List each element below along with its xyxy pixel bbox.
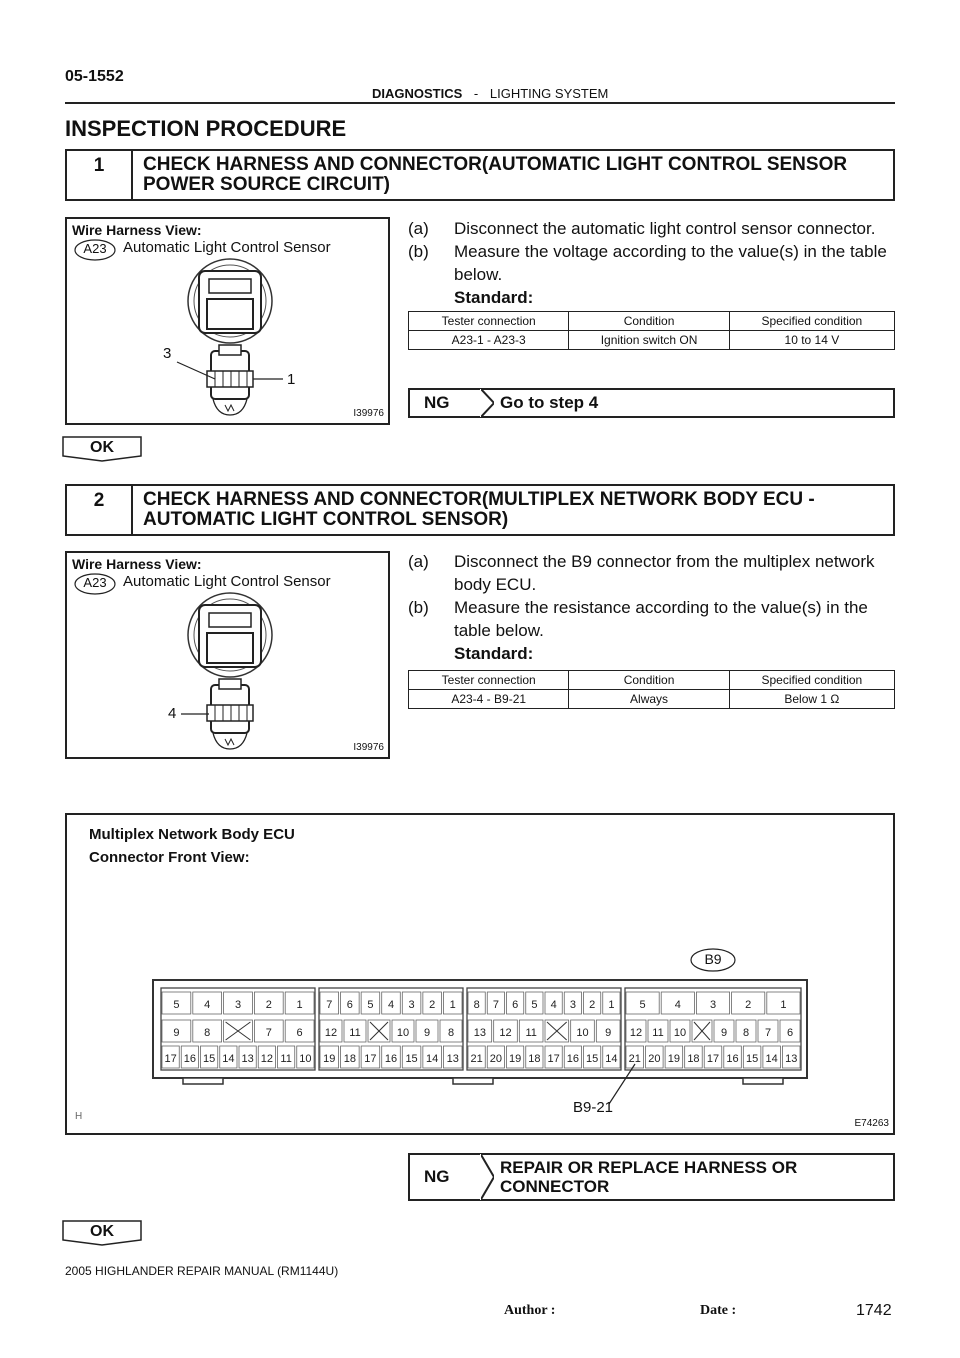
ecu-pin-number: 10 xyxy=(673,1027,687,1039)
ecu-pin-number: 15 xyxy=(203,1053,216,1065)
step1-component-label: Automatic Light Control Sensor xyxy=(123,239,331,256)
ecu-pin-number: 19 xyxy=(667,1053,681,1065)
step2-ok-label: OK xyxy=(90,1223,114,1240)
ecu-pin-number: 6 xyxy=(786,1027,794,1039)
ecu-pin-number: 1 xyxy=(780,999,787,1011)
step2-item-b-label: (b) xyxy=(408,598,429,617)
step2-ng-text xyxy=(480,1153,895,1201)
ecu-pin-number: 13 xyxy=(446,1053,459,1065)
step2-component-label: Automatic Light Control Sensor xyxy=(123,573,331,590)
ecu-pin-number: 9 xyxy=(173,1027,180,1039)
step2-ng-text-line2: CONNECTOR xyxy=(500,1177,610,1196)
page-title: INSPECTION PROCEDURE xyxy=(65,116,347,141)
step1-ng-label: NG xyxy=(424,393,450,412)
ecu-pin-number: 4 xyxy=(550,999,557,1011)
ecu-pin-number: 5 xyxy=(173,999,180,1011)
step2-item-a-text2: body ECU. xyxy=(454,575,537,594)
step1-title xyxy=(133,151,893,199)
table-header-row xyxy=(409,671,895,690)
step1-standard-label: Standard: xyxy=(454,288,534,307)
step2-ng-result xyxy=(408,1153,895,1201)
step2-item-a-text: Disconnect the B9 connector from the multiplex network xyxy=(454,552,875,571)
step2-ng-label: NG xyxy=(424,1167,450,1186)
ecu-pin-number: 17 xyxy=(706,1053,720,1065)
ecu-pin-number: 19 xyxy=(323,1053,336,1065)
step1-item-b-text: Measure the voltage according to the value(s) in the table xyxy=(454,242,887,261)
ecu-pin-number: 3 xyxy=(569,999,576,1011)
step2-title xyxy=(133,486,893,534)
step2-connector-code: A23 xyxy=(83,575,107,590)
table-cell: Below 1 Ω xyxy=(729,690,894,709)
ecu-pin-number: 9 xyxy=(423,1027,431,1039)
ecu-pin-number: 14 xyxy=(605,1053,618,1065)
ecu-pin-number: 4 xyxy=(674,999,681,1011)
ecu-pin-number: 1 xyxy=(608,999,615,1011)
step1-header xyxy=(65,149,895,201)
ecu-pin-number: 12 xyxy=(499,1027,512,1039)
ecu-pin-number: 12 xyxy=(260,1053,273,1065)
table-cell: Ignition switch ON xyxy=(569,331,729,350)
ecu-pin-number: 10 xyxy=(576,1027,589,1039)
table-cell: A23-4 - B9-21 xyxy=(409,690,569,709)
table-header-cell: Specified condition xyxy=(729,312,894,331)
step1-ok-marker xyxy=(62,436,140,460)
step2-standard-label: Standard: xyxy=(454,644,534,663)
table-header-cell: Condition xyxy=(569,671,729,690)
header-section-name: DIAGNOSTICS xyxy=(372,86,463,101)
step1-ng-arrow xyxy=(480,388,494,418)
ecu-pin-number: 14 xyxy=(765,1053,778,1065)
header-section xyxy=(372,86,608,101)
step2-pin: 4 xyxy=(168,705,177,722)
ecu-figure-id: E74263 xyxy=(854,1118,889,1129)
ecu-pin-number: 6 xyxy=(346,999,353,1011)
ecu-pin-number: 5 xyxy=(531,999,538,1011)
ecu-pin-number: 8 xyxy=(742,1027,750,1039)
ecu-pin-number: 12 xyxy=(629,1027,643,1039)
ecu-pin-number: 10 xyxy=(396,1027,410,1039)
ecu-pin-number: 18 xyxy=(687,1053,700,1065)
ecu-connector-drawing xyxy=(67,815,893,1133)
table-header-cell: Tester connection xyxy=(409,671,569,690)
table-header-cell: Condition xyxy=(569,312,729,331)
ecu-pin-number: 9 xyxy=(720,1027,728,1039)
ecu-pin-number: 8 xyxy=(204,1027,211,1039)
ecu-pin-number: 13 xyxy=(241,1053,254,1065)
step2-sensor-drawing xyxy=(67,553,388,757)
ecu-pin-number: 2 xyxy=(589,999,596,1011)
ecu-pin-number: 7 xyxy=(492,999,499,1011)
ecu-pin-number: 11 xyxy=(280,1053,292,1065)
footer-manual: 2005 HIGHLANDER REPAIR MANUAL (RM1144U) xyxy=(65,1264,339,1278)
ecu-pin-number: 1 xyxy=(449,999,456,1011)
ecu-pin-number: 14 xyxy=(222,1053,235,1065)
ecu-latch xyxy=(453,1078,493,1084)
ecu-pin-number: 16 xyxy=(726,1053,739,1065)
ecu-pin-number: 8 xyxy=(473,999,480,1011)
table-cell: Always xyxy=(569,690,729,709)
step1-item-a-label: (a) xyxy=(408,219,429,238)
ecu-title-line2: Connector Front View: xyxy=(89,849,250,866)
step2-figure-id: I39976 xyxy=(353,742,384,753)
table-row xyxy=(409,690,895,709)
step1-title-line1: CHECK HARNESS AND CONNECTOR(AUTOMATIC LIGHT CONTROL SENSOR xyxy=(143,154,848,175)
table-header-row xyxy=(409,312,895,331)
step1-item-b-text2: below. xyxy=(454,265,503,284)
ecu-pin-number: 10 xyxy=(299,1053,312,1065)
step1-sensor-drawing xyxy=(67,219,388,423)
ecu-title-line1: Multiplex Network Body ECU xyxy=(89,826,295,843)
step1-connector-code: A23 xyxy=(83,241,107,256)
ecu-pin-number: 13 xyxy=(785,1053,798,1065)
ecu-pin-number: 5 xyxy=(367,999,374,1011)
ecu-pin-number: 11 xyxy=(652,1027,664,1039)
table-cell: 10 to 14 V xyxy=(729,331,894,350)
step2-view-label: Wire Harness View: xyxy=(72,556,202,572)
footer-date: Date : xyxy=(700,1303,737,1318)
ecu-pin-number: 18 xyxy=(528,1053,541,1065)
step2-header xyxy=(65,484,895,536)
step2-title-line2: AUTOMATIC LIGHT CONTROL SENSOR) xyxy=(143,509,509,530)
step1-instructions xyxy=(408,217,896,307)
footer-page-number: 1742 xyxy=(856,1302,892,1319)
ecu-pin-number: 2 xyxy=(745,999,752,1011)
step2-instructions xyxy=(408,550,896,670)
ecu-pin-number: 11 xyxy=(349,1027,361,1039)
ecu-connector-code: B9 xyxy=(704,951,722,967)
step2-title-line1: CHECK HARNESS AND CONNECTOR(MULTIPLEX NETWORK BODY ECU - xyxy=(143,489,815,510)
ecu-pin-number: 6 xyxy=(296,1027,303,1039)
ecu-pin-number: 17 xyxy=(547,1053,560,1065)
step2-ng-text-line1: REPAIR OR REPLACE HARNESS OR xyxy=(500,1158,798,1177)
step2-ng-tag xyxy=(408,1153,480,1201)
step1-wire-harness-figure xyxy=(65,217,390,425)
ecu-pin-number: 7 xyxy=(764,1027,772,1039)
step2-wire-harness-figure xyxy=(65,551,390,759)
ecu-pin-number: 2 xyxy=(429,999,436,1011)
ecu-pin-number: 5 xyxy=(639,999,646,1011)
step2-item-b-text: Measure the resistance according to the value(s) in the xyxy=(454,598,868,617)
step2-ng-arrow xyxy=(480,1153,494,1201)
table-header-cell: Specified condition xyxy=(729,671,894,690)
header-separator: - xyxy=(473,86,479,101)
ecu-pin-number: 17 xyxy=(364,1053,377,1065)
ecu-pin-number: 7 xyxy=(326,999,333,1011)
step2-item-b-text2: table below. xyxy=(454,621,544,640)
ecu-pin-number: 12 xyxy=(324,1027,338,1039)
ecu-pin-number: 2 xyxy=(265,999,272,1011)
ecu-pin-number: 20 xyxy=(648,1053,661,1065)
table-header-cell: Tester connection xyxy=(409,312,569,331)
step1-pin-right: 1 xyxy=(287,371,296,388)
ecu-pin-number: 3 xyxy=(234,999,242,1011)
step1-ng-text: Go to step 4 xyxy=(480,388,895,418)
header-subsection: LIGHTING SYSTEM xyxy=(489,86,609,101)
footer-author: Author : xyxy=(504,1303,556,1318)
step1-ng-result xyxy=(408,388,895,418)
step2-item-a-label: (a) xyxy=(408,552,429,571)
step1-item-a-text: Disconnect the automatic light control sensor connector. xyxy=(454,219,876,238)
ecu-pin-number: 16 xyxy=(183,1053,196,1065)
ecu-pin-number: 15 xyxy=(586,1053,599,1065)
header-rule xyxy=(65,102,895,104)
ecu-pin-number: 4 xyxy=(204,999,211,1011)
ecu-pin-number: 1 xyxy=(296,999,303,1011)
ecu-pin-number: 11 xyxy=(525,1027,537,1039)
table-cell: A23-1 - A23-3 xyxy=(409,331,569,350)
ecu-pin-number: 16 xyxy=(566,1053,579,1065)
step1-ok-label: OK xyxy=(90,439,114,456)
step1-view-label: Wire Harness View: xyxy=(72,222,202,238)
ecu-pin-number: 6 xyxy=(512,999,519,1011)
ecu-pin-number: 4 xyxy=(387,999,395,1011)
step2-spec-table xyxy=(408,670,895,709)
ecu-pin-number: 3 xyxy=(408,999,415,1011)
ecu-corner-mark: H xyxy=(75,1111,83,1122)
ecu-pin-number: 17 xyxy=(164,1053,177,1065)
ecu-latch xyxy=(183,1078,223,1084)
step2-number: 2 xyxy=(67,486,133,534)
step1-number: 1 xyxy=(67,151,133,199)
ecu-latch xyxy=(743,1078,783,1084)
step1-spec-table xyxy=(408,311,895,350)
step1-title-line2: POWER SOURCE CIRCUIT) xyxy=(143,174,390,195)
step1-pin-left: 3 xyxy=(163,345,172,362)
ecu-pin-number: 9 xyxy=(605,1027,612,1039)
ecu-pin-number: 15 xyxy=(745,1053,759,1065)
ecu-pin-callout: B9-21 xyxy=(573,1099,614,1116)
ecu-pin-number: 20 xyxy=(489,1053,502,1065)
ecu-pin-number: 21 xyxy=(628,1053,641,1065)
ecu-pin-number: 15 xyxy=(405,1053,418,1065)
ecu-connector-figure xyxy=(65,813,895,1135)
ecu-pin-number: 19 xyxy=(509,1053,522,1065)
step1-ng-tag xyxy=(408,388,480,418)
table-row xyxy=(409,331,895,350)
page-code: 05-1552 xyxy=(65,68,124,85)
step1-figure-id: I39976 xyxy=(353,408,384,419)
ecu-pin-number: 7 xyxy=(265,1027,272,1039)
ecu-pin-number: 21 xyxy=(470,1053,483,1065)
ecu-pin-number: 13 xyxy=(473,1027,486,1039)
ecu-pin-number: 8 xyxy=(447,1027,455,1039)
ecu-pin-number: 14 xyxy=(426,1053,439,1065)
ecu-pin-number: 16 xyxy=(384,1053,398,1065)
ecu-pin-number: 3 xyxy=(709,999,717,1011)
step1-item-b-label: (b) xyxy=(408,242,429,261)
ecu-pin-number: 18 xyxy=(343,1053,356,1065)
step2-ok-marker xyxy=(62,1220,140,1244)
